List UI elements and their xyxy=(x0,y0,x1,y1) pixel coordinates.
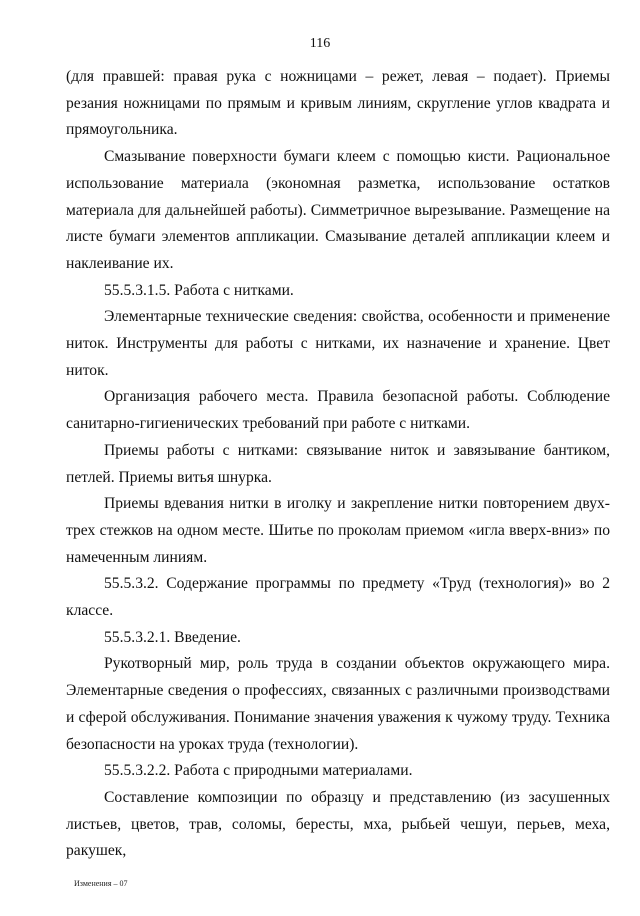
paragraph-workplace-safety: Организация рабочего места. Правила безопасной работы. Соблюдение санитарно-гигиенических требований при работе с нитками. xyxy=(66,388,610,433)
paragraph-needle-threading: Приемы вдевания нитки в иголку и закрепление нитки повторением двух-трех стежков на одном месте. Шитье по проколам приемом «игла вверх-вниз» по намеченным линиям. xyxy=(66,495,610,566)
section-heading-grade-2: 55.5.3.2. Содержание программы по предмету «Труд (технология)» во 2 классе. xyxy=(66,575,610,620)
paragraph-thread-properties: Элементарные технические сведения: свойства, особенности и применение ниток. Инструменты для работы с нитками, их назначение и хранение. Цвет ниток. xyxy=(66,308,610,379)
revision-footer: Изменения – 07 xyxy=(74,879,128,888)
paragraph-handmade-world: Рукотворный мир, роль труда в создании объектов окружающего мира. Элементарные сведения о профессиях, связанных с различными производствами и сферой обслуживания. Понимание значения уважения к чужому труду. Техника безопасности на уроках труда (технологии). xyxy=(66,655,610,753)
page-number: 116 xyxy=(309,36,331,51)
page-body xyxy=(66,64,610,865)
paragraph-glue-application: Смазывание поверхности бумаги клеем с помощью кисти. Рациональное использование материала (экономная разметка, использование остатков материала для дальнейшей работы). Симметричное вырезывание. Размещение на листе бумаги элементов аппликации. Смазывание деталей аппликации клеем и наклеивание их. xyxy=(66,148,610,272)
paragraph-thread-knots: Приемы работы с нитками: связывание ниток и завязывание бантиком, петлей. Приемы витья шнурка. xyxy=(66,441,610,486)
section-heading-threads: 55.5.3.1.5. Работа с нитками. xyxy=(104,281,294,299)
section-heading-natural-materials: 55.5.3.2.2. Работа с природными материалами. xyxy=(104,762,413,780)
paragraph-cutting-techniques: (для правшей: правая рука с ножницами – режет, левая – подает). Приемы резания ножницами по прямым и кривым линиям, скругление углов квадрата и прямоугольника. xyxy=(66,68,610,139)
section-heading-introduction: 55.5.3.2.1. Введение. xyxy=(104,628,241,646)
paragraph-composition: Составление композиции по образцу и представлению (из засушенных листьев, цветов, трав, соломы, бересты, мха, рыбьей чешуи, перьев, меха, ракушек, xyxy=(66,788,610,860)
